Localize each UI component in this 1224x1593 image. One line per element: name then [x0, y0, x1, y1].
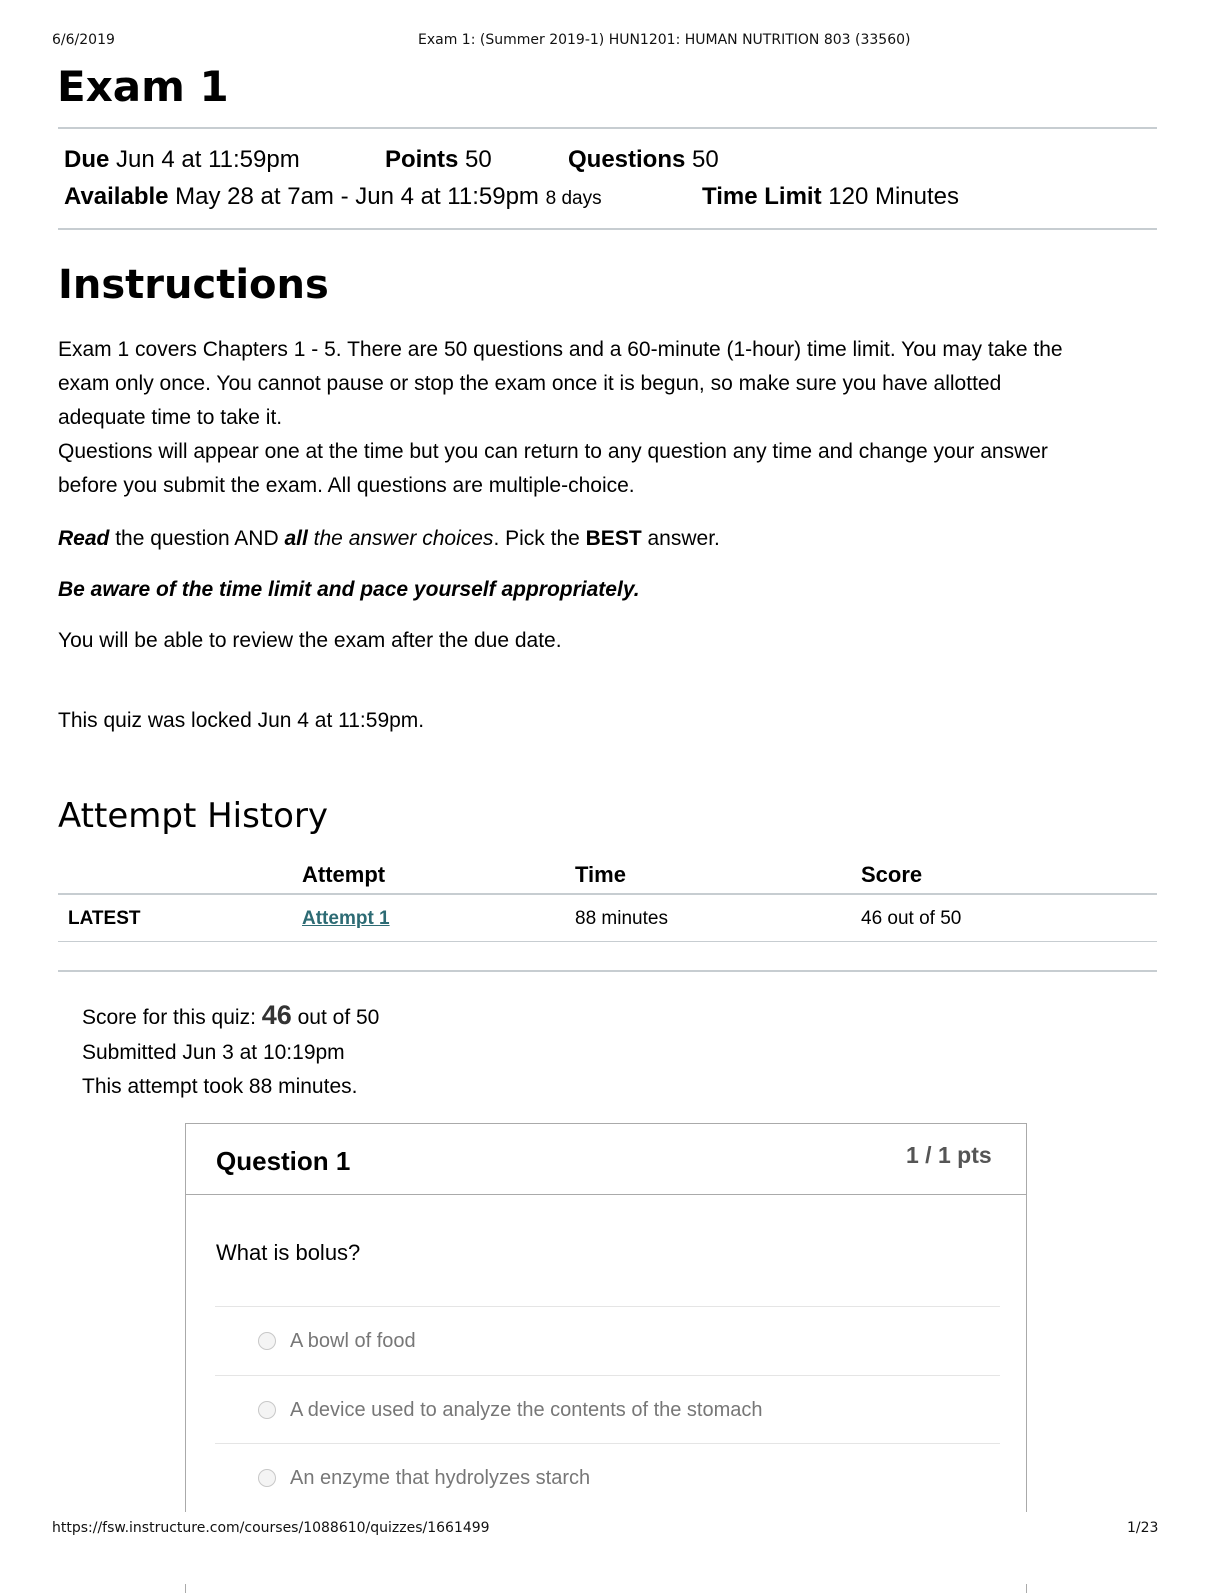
option-radio[interactable]	[258, 1332, 276, 1350]
points-value: 50	[465, 146, 492, 173]
page-title: Exam 1	[57, 62, 229, 111]
table-row-divider	[58, 941, 1157, 942]
read-best: BEST	[585, 527, 642, 550]
instructions-line: exam only once. You cannot pause or stop the exam once it is begun, so make sure you have allotted	[58, 372, 1002, 395]
read-bold: Read	[58, 527, 110, 550]
points-info	[385, 146, 492, 174]
due-value: Jun 4 at 11:59pm	[116, 146, 300, 173]
points-label: Points	[385, 146, 459, 173]
read-text: answer.	[641, 527, 720, 550]
questions-info	[568, 146, 719, 174]
print-date: 6/6/2019	[52, 32, 115, 48]
attempt-duration: This attempt took 88 minutes.	[82, 1075, 358, 1098]
due-info	[64, 146, 300, 174]
question-text: What is bolus?	[216, 1240, 361, 1265]
print-url: https://fsw.instructure.com/courses/1088610/quizzes/1661499	[52, 1520, 490, 1536]
question-points: 1 / 1 pts	[906, 1142, 992, 1168]
locked-note: This quiz was locked Jun 4 at 11:59pm.	[58, 709, 425, 732]
column-header-score: Score	[861, 862, 923, 887]
available-label: Available	[64, 183, 169, 210]
available-days: 8 days	[545, 188, 602, 209]
print-page-number: 1/23	[1127, 1520, 1159, 1536]
instructions-heading: Instructions	[58, 262, 329, 308]
read-all: all	[284, 527, 308, 550]
questions-label: Questions	[568, 146, 686, 173]
option-radio[interactable]	[258, 1469, 276, 1487]
score-suffix: out of 50	[291, 1006, 380, 1029]
option-divider	[215, 1375, 1000, 1376]
option-radio[interactable]	[258, 1401, 276, 1419]
available-value: May 28 at 7am - Jun 4 at 11:59pm	[175, 183, 539, 210]
pace-instruction: Be aware of the time limit and pace yourself appropriately.	[58, 578, 640, 601]
read-text: the question AND	[109, 527, 285, 550]
read-italic: the answer choices	[307, 527, 494, 550]
time-limit-value: 120 Minutes	[828, 183, 959, 210]
instructions-line: adequate time to take it.	[58, 406, 283, 429]
question-title: Question 1	[216, 1146, 351, 1176]
divider	[58, 970, 1157, 972]
instructions-paragraph	[58, 333, 1168, 503]
attempt-history-heading: Attempt History	[58, 796, 329, 836]
row-label-latest: LATEST	[68, 908, 141, 929]
attempt-score: 46 out of 50	[861, 908, 962, 929]
available-info	[64, 183, 602, 211]
due-label: Due	[64, 146, 110, 173]
read-instruction	[58, 522, 720, 556]
option-label: A bowl of food	[290, 1330, 416, 1352]
option-divider	[215, 1306, 1000, 1307]
time-limit-label: Time Limit	[702, 183, 822, 210]
time-limit-info	[702, 183, 959, 211]
table-header-divider	[58, 893, 1157, 895]
quiz-score	[82, 1000, 379, 1031]
questions-value: 50	[692, 146, 719, 173]
column-header-time: Time	[575, 862, 626, 887]
column-header-attempt: Attempt	[302, 862, 386, 887]
instructions-line: Exam 1 covers Chapters 1 - 5. There are 50 questions and a 60-minute (1-hour) time limit. You may take the	[58, 338, 1063, 361]
option-label: A device used to analyze the contents of the stomach	[290, 1399, 763, 1421]
attempt-1-link[interactable]: Attempt 1	[302, 908, 390, 929]
attempt-time: 88 minutes	[575, 908, 668, 929]
instructions-line: before you submit the exam. All questions are multiple-choice.	[58, 474, 635, 497]
read-text: . Pick the	[493, 527, 586, 550]
divider	[58, 127, 1157, 129]
score-prefix: Score for this quiz:	[82, 1006, 262, 1029]
review-note: You will be able to review the exam after the due date.	[58, 629, 562, 652]
submitted-time: Submitted Jun 3 at 10:19pm	[82, 1041, 345, 1064]
print-doc-title: Exam 1: (Summer 2019-1) HUN1201: HUMAN NUTRITION 803 (33560)	[418, 32, 911, 48]
instructions-line: Questions will appear one at the time but you can return to any question any time and change your answer	[58, 440, 1048, 463]
option-label: An enzyme that hydrolyzes starch	[290, 1467, 591, 1489]
question-header-divider	[186, 1194, 1027, 1195]
option-divider	[215, 1443, 1000, 1444]
divider	[58, 228, 1157, 230]
score-value: 46	[261, 1000, 292, 1030]
